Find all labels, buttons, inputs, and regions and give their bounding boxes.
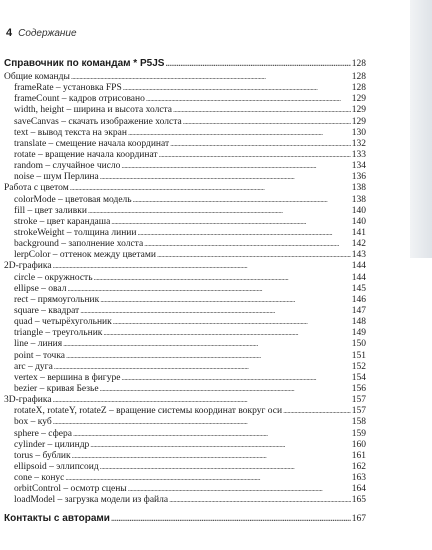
toc-entry-title: rect – прямоугольник — [14, 294, 100, 305]
toc-entry-title: stroke – цвет карандаша — [14, 216, 111, 227]
toc-entry-page: 129 — [351, 116, 366, 127]
page-number: 4 — [6, 27, 13, 39]
toc-entry-title: Контакты с авторами — [4, 513, 110, 525]
toc-entry-title: cylinder – цилиндр — [14, 439, 90, 450]
toc-entry-page: 138 — [351, 194, 366, 205]
toc-entry-page: 150 — [351, 339, 366, 350]
toc-entry-title: fill – цвет заливки — [14, 205, 87, 216]
toc-entry — [4, 160, 366, 171]
toc-entry-title: bezier – кривая Безье — [14, 383, 99, 394]
toc-entry-title: loadModel – загрузка модели из файла — [14, 495, 169, 506]
toc-entry-page: 136 — [351, 172, 366, 183]
toc-entry-page: 145 — [351, 283, 366, 294]
toc-entry-page: 160 — [351, 439, 366, 450]
toc-entry-title: vertex – вершина в фигуре — [14, 372, 121, 383]
toc-entry — [4, 383, 366, 394]
dot-leader — [169, 494, 351, 506]
toc-entry — [4, 439, 366, 450]
toc-entry-title: noise – шум Перлина — [14, 172, 99, 183]
toc-entry-title: ellipsoid – эллипсоид — [14, 461, 99, 472]
toc-chapter-entry — [4, 512, 366, 526]
toc-entry — [4, 227, 366, 238]
toc-entry — [4, 171, 366, 182]
toc-entry-title: colorMode – цветовая модель — [14, 194, 132, 205]
toc-entry-title: background – заполнение холста — [14, 239, 144, 250]
toc-entry-page: 144 — [351, 261, 366, 272]
toc-entry — [4, 127, 366, 138]
toc-entry-page: 157 — [351, 395, 366, 406]
toc-entry-page: 164 — [351, 484, 366, 495]
toc-entry-title: frameCount – кадров отрисовано — [14, 94, 145, 105]
toc-entry-title: translate – смещение начала координат — [14, 138, 170, 149]
toc-entry — [4, 283, 366, 294]
toc-entry — [4, 372, 366, 383]
toc-entry-page: 161 — [351, 450, 366, 461]
toc-entry — [4, 272, 366, 283]
toc-entry-title: circle – окружность — [14, 272, 93, 283]
toc-entry — [4, 494, 366, 505]
toc-entry-title: saveCanvas – скачать изображение холста — [14, 116, 182, 127]
toc-entry — [4, 361, 366, 372]
toc-entry — [4, 93, 366, 104]
toc-section-entry — [4, 394, 366, 405]
running-head: Содержание — [18, 28, 77, 39]
toc-entry-title: rotate – вращение начала координат — [14, 149, 158, 160]
toc-entry-title: triangle – треугольник — [14, 328, 103, 339]
page-edge-tab — [410, 0, 432, 258]
toc-entry — [4, 472, 366, 483]
toc-entry — [4, 327, 366, 338]
toc-entry-page: 128 — [351, 59, 366, 69]
toc-entry-page: 147 — [351, 305, 366, 316]
toc-entry-page: 158 — [351, 417, 366, 428]
toc-entry-title: 3D-графика — [4, 395, 52, 406]
toc-entry-page: 133 — [351, 149, 366, 160]
toc-entry-page: 148 — [351, 317, 366, 328]
toc-entry-page: 129 — [351, 94, 366, 105]
toc-entry — [4, 116, 366, 127]
toc-entry-title: lerpColor – оттенок между цветами — [14, 250, 156, 261]
toc-entry-page: 138 — [351, 183, 366, 194]
toc-entry-title: cone – конус — [14, 473, 65, 484]
dot-leader — [111, 512, 351, 526]
toc-entry — [4, 483, 366, 494]
toc-entry-page: 151 — [351, 350, 366, 361]
toc-entry-title: line – линия — [14, 339, 63, 350]
toc-entry-page: 156 — [351, 383, 366, 394]
toc-entry-title: point – точка — [14, 350, 66, 361]
toc-entry-page: 157 — [351, 406, 366, 417]
toc-entry — [4, 405, 366, 416]
toc-entry-title: frameRate – установка FPS — [14, 83, 122, 94]
toc-entry-title: ellipse – овал — [14, 283, 67, 294]
toc-entry — [4, 416, 366, 427]
toc-entry-title: 2D-графика — [4, 261, 52, 272]
toc-entry-title: box – куб — [14, 417, 52, 428]
toc-entry-page: 134 — [351, 161, 366, 172]
toc-entry-title: text – вывод текста на экран — [14, 127, 127, 138]
toc-entry — [4, 149, 366, 160]
toc-entry — [4, 249, 366, 260]
toc-entry — [4, 104, 366, 115]
toc-entry — [4, 294, 366, 305]
toc-entry — [4, 205, 366, 216]
dot-leader — [165, 57, 350, 71]
toc-entry — [4, 216, 366, 227]
toc-entry-page: 128 — [351, 72, 366, 82]
toc-entry-page: 128 — [351, 83, 366, 94]
toc-entry-page: 163 — [351, 473, 366, 484]
toc-entry — [4, 82, 366, 93]
toc-entry-page: 146 — [351, 294, 366, 305]
toc-entry-page: 165 — [351, 495, 366, 506]
toc-entry-page: 141 — [351, 227, 366, 238]
toc-entry-title: sphere – сфера — [14, 428, 72, 439]
table-of-contents — [4, 57, 366, 526]
toc-entry — [4, 316, 366, 327]
toc-entry — [4, 450, 366, 461]
page-header — [6, 27, 77, 43]
toc-entry-page: 159 — [351, 428, 366, 439]
toc-entry-title: orbitControl – осмотр сцены — [14, 484, 127, 495]
toc-entry-page: 140 — [351, 205, 366, 216]
toc-entry-page: 143 — [351, 250, 366, 261]
toc-entry-page: 140 — [351, 216, 366, 227]
toc-entry-page: 149 — [351, 328, 366, 339]
toc-chapter-entry — [4, 57, 366, 71]
toc-entry — [4, 461, 366, 472]
toc-entry-title: quad – четырёхугольник — [14, 317, 112, 328]
toc-entry — [4, 338, 366, 349]
toc-entry-page: 144 — [351, 272, 366, 283]
toc-entry-page: 167 — [351, 514, 366, 525]
toc-section-entry — [4, 71, 366, 82]
toc-entry-page: 129 — [351, 105, 366, 116]
toc-entry-page: 142 — [351, 239, 366, 250]
toc-entry-title: Работа с цветом — [4, 183, 69, 194]
toc-entry-title: square – квадрат — [14, 305, 80, 316]
toc-entry-title: width, height – ширина и высота холста — [14, 105, 173, 116]
toc-entry-title: rotateX, rotateY, rotateZ – вращение системы координат вокруг оси — [14, 406, 283, 417]
toc-entry-page: 132 — [351, 138, 366, 149]
toc-section-entry — [4, 182, 366, 193]
toc-entry-title: random – случайное число — [14, 161, 121, 172]
toc-entry — [4, 138, 366, 149]
toc-entry-page: 152 — [351, 361, 366, 372]
toc-entry — [4, 350, 366, 361]
toc-entry-title: torus – бублик — [14, 450, 71, 461]
toc-entry-title: Общие команды — [4, 72, 70, 82]
toc-entry — [4, 428, 366, 439]
toc-entry — [4, 238, 366, 249]
toc-entry — [4, 194, 366, 205]
toc-entry-page: 154 — [351, 372, 366, 383]
toc-entry-page: 130 — [351, 127, 366, 138]
toc-entry-title: Справочник по командам * P5JS — [4, 58, 165, 69]
toc-entry — [4, 305, 366, 316]
toc-section-entry — [4, 260, 366, 271]
toc-entry-page: 162 — [351, 461, 366, 472]
toc-entry-title: strokeWeight – толщина линии — [14, 227, 137, 238]
toc-entry-title: arc – дуга — [14, 361, 53, 372]
